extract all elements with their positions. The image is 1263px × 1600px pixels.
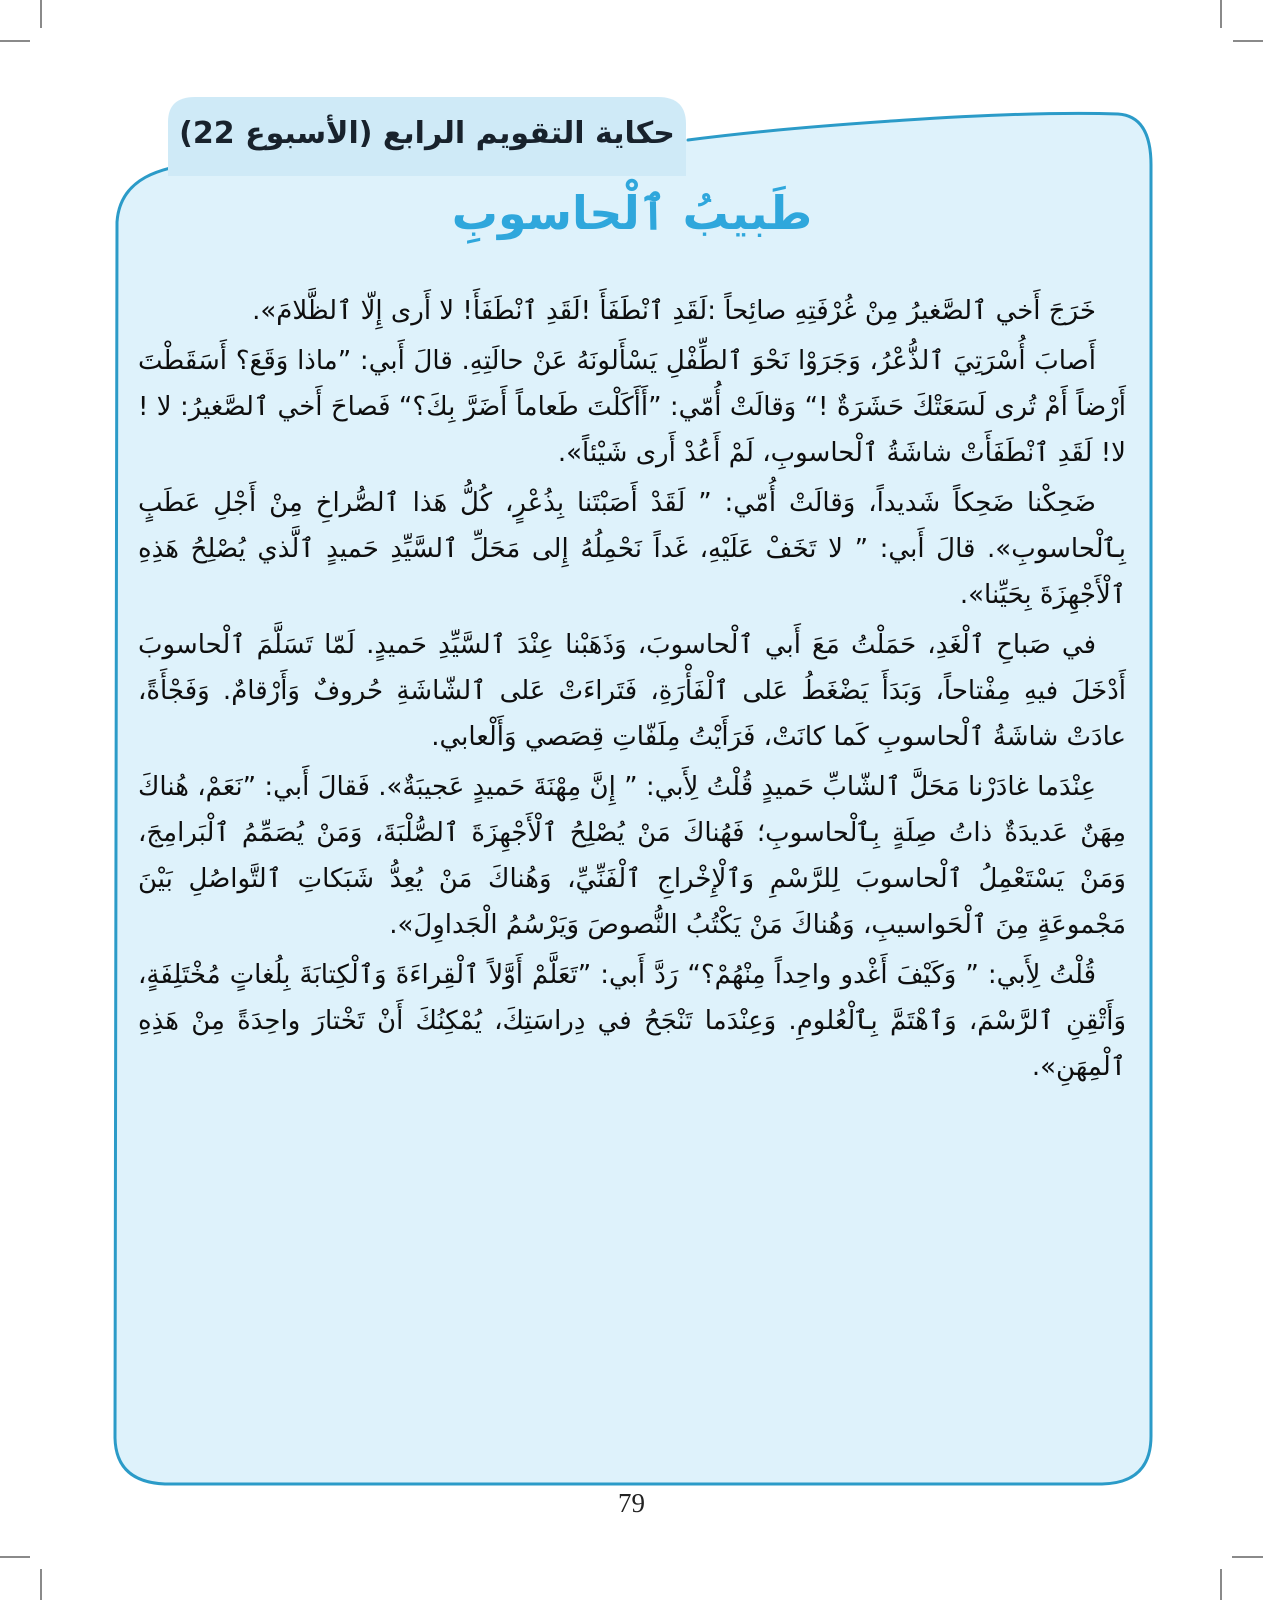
story-paragraph: عِنْدَما غادَرْنا مَحَلَّ ٱلشّابِّ حَميدٍ قُلْتُ لِأَبي: ” إِنَّ مِهْنَةَ حَميدٍ عَجيبَةٌ». فَقالَ أَبي: ”نَعَمْ، هُناكَ مِهَنٌ عَديدَةٌ ذاتُ صِلَةٍ بِٱلْحاسوبِ؛ فَهُناكَ مَنْ يُصْلِحُ ٱلْأَجْهِزَةَ ٱلصُّلْبَةَ، وَمَنْ يُصَمِّمُ ٱلْبَرامِجَ، وَمَنْ يَسْتَعْمِلُ ٱلْحاسوبَ لِلرَّسْمِ وَٱلْإِخْراجِ ٱلْفَنِّيِّ، وَهُناكَ مَنْ يُعِدُّ شَبَكاتِ ٱلتَّواصُلِ بَيْنَ مَجْموعَةٍ مِنَ ٱلْحَواسيبِ، وَهُناكَ مَنْ يَكْتُبُ النُّصوصَ وَيَرْسُمُ الْجَداوِلَ».: [138, 772, 1126, 940]
story-paragraph: أَصابَ أُسْرَتِيَ ٱلذُّعْرُ، وَجَرَوْا نَحْوَ ٱلطِّفْلِ يَسْأَلونَهُ عَنْ حالَتِهِ. قالَ أَبي: ”ماذا وَقَعَ؟ أَسَقَطْتَ أَرْضاً أَمْ تُرى لَسَعَتْكَ حَشَرَةٌ !“ وَقالَتْ أُمّي: ”أَأَكَلْتَ طَعاماً أَضَرَّ بِكَ؟“ فَصاحَ أَخي ٱلصَّغيرُ: لا !لا! لَقَدِ ٱنْطَفَأَتْ شاشَةُ ٱلْحاسوبِ، لَمْ أَعُدْ أَرى شَيْئاً».: [138, 346, 1126, 468]
story-paragraph: في صَباحِ ٱلْغَدِ، حَمَلْتُ مَعَ أَبي ٱلْحاسوبَ، وَذَهَبْنا عِنْدَ ٱلسَّيِّدِ حَميدٍ. لَمّا تَسَلَّمَ ٱلْحاسوبَ أَدْخَلَ فيهِ مِفْتاحاً، وَبَدَأَ يَضْغَطُ عَلى ٱلْفَأْرَةِ، فَتَراءَتْ عَلى ٱلشّاشَةِ حُروفٌ وَأَرْقامٌ. وَفَجْأَةً، عادَتْ شاشَةُ ٱلْحاسوبِ كَما كانَتْ، فَرَأَيْتُ مِلَفّاتِ قِصَصي وَأَلْعابي.: [138, 630, 1126, 752]
header-tab-label: حكاية التقويم الرابع (الأسبوع 22): [179, 115, 675, 151]
page-number: 79: [618, 1488, 645, 1518]
story-title: طَبيبُ ٱلْحاسوبِ: [451, 186, 813, 240]
story-paragraphs: [138, 288, 1126, 1094]
story-paragraph: ضَحِكْنا ضَحِكاً شَديداً، وَقالَتْ أُمّي: ” لَقَدْ أَصَبْتَنا بِذُعْرٍ، كُلُّ هَذا ٱلصُّراخِ مِنْ أَجْلِ عَطَبٍ بِٱلْحاسوبِ». قالَ أَبي: ” لا تَخَفْ عَلَيْهِ، غَداً نَحْمِلُهُ إِلى مَحَلِّ ٱلسَّيِّدِ حَميدٍ ٱلَّذي يُصْلِحُ هَذِهِ ٱلْأَجْهِزَةَ بِحَيِّنا».: [138, 488, 1126, 610]
story-paragraph: خَرَجَ أَخي ٱلصَّغيرُ مِنْ غُرْفَتِهِ صائِحاً :لَقَدِ ٱنْطَفَأَ !لَقَدِ ٱنْطَفَأَ! لا أَرى إِلّا ٱلظَّلامَ».: [252, 296, 1096, 326]
story-paragraph: قُلْتُ لِأَبي: ” وَكَيْفَ أَغْدو واحِداً مِنْهُمْ؟“ رَدَّ أَبي: ”تَعَلَّمْ أَوَّلاً ٱلْقِراءَةَ وَٱلْكِتابَةَ بِلُغاتٍ مُخْتَلِفَةٍ، وَأَتْقِنِ ٱلرَّسْمَ، وَٱهْتَمَّ بِٱلْعُلومِ. وَعِنْدَما تَنْجَحُ في دِراسَتِكَ، يُمْكِنُكَ أَنْ تَخْتارَ واحِدَةً مِنْ هَذِهِ ٱلْمِهَنِ».: [138, 960, 1126, 1082]
